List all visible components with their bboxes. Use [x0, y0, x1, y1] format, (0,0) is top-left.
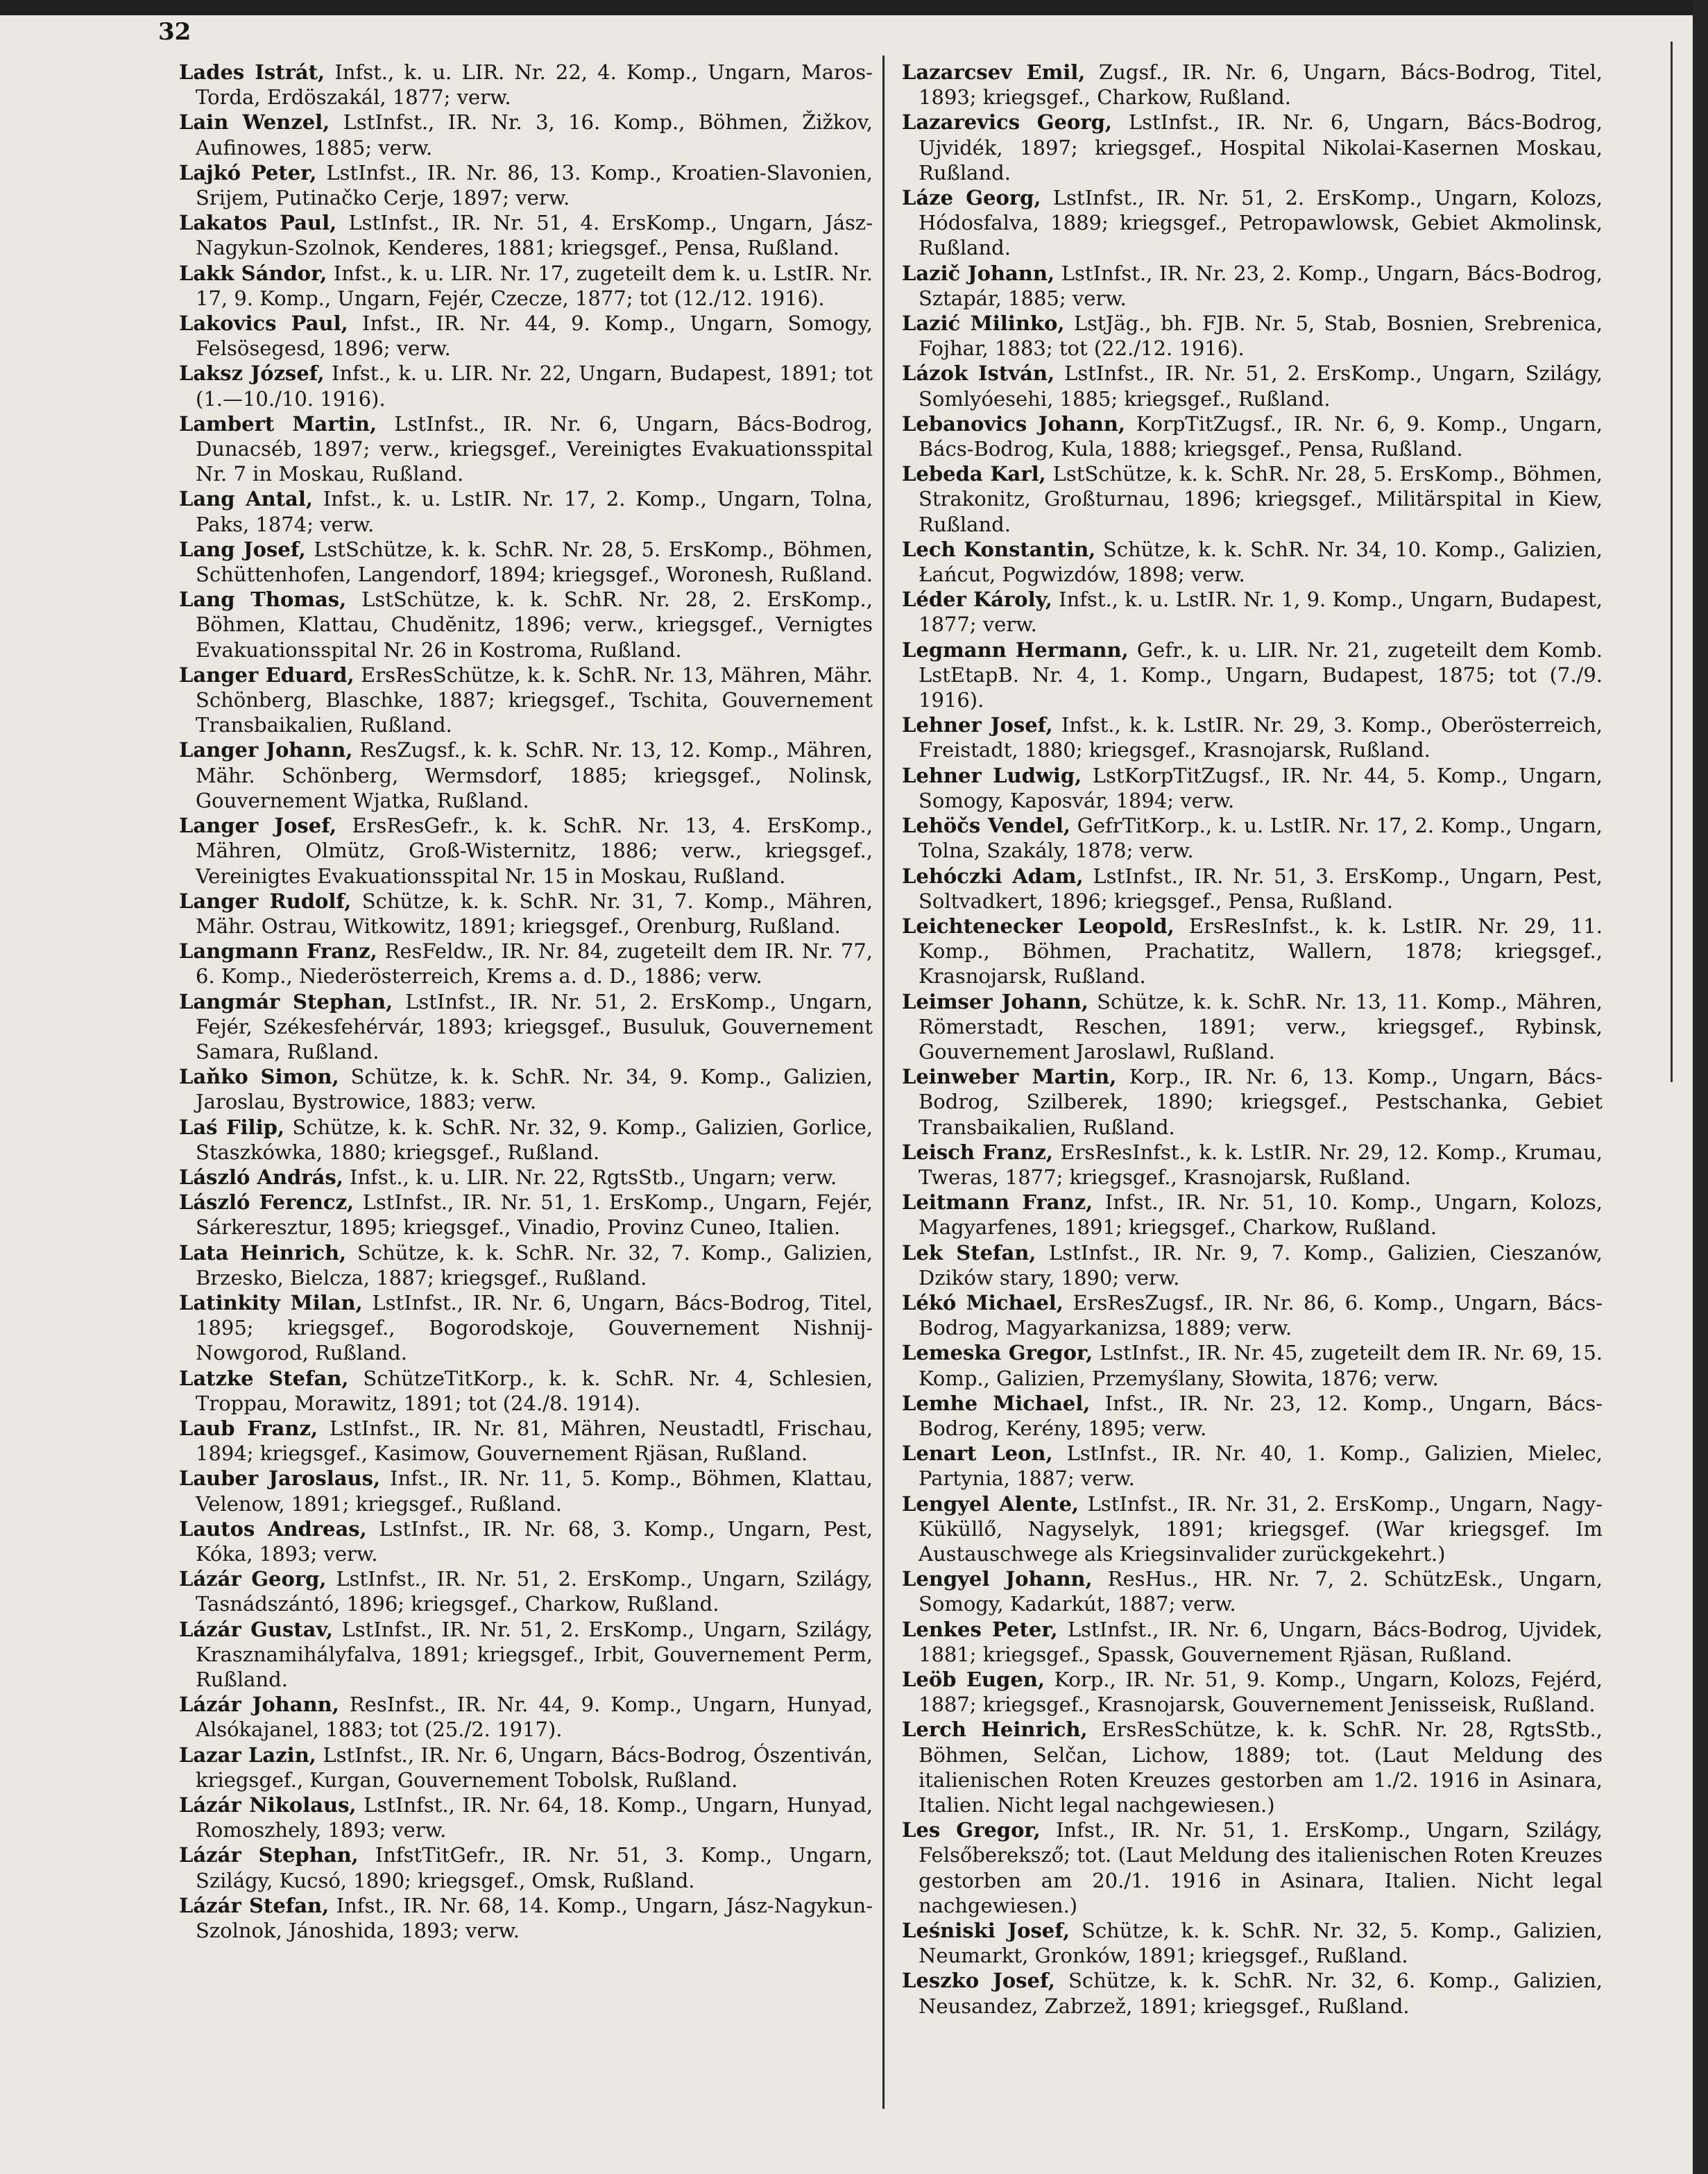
entry-name: Laňko Simon,: [179, 1065, 339, 1089]
entry-name: Lebanovics Johann,: [902, 411, 1125, 436]
entry-name: Lata Heinrich,: [179, 1240, 347, 1265]
entry-details: Korp., IR. Nr. 51, 9. Komp., Ungarn, Kolozs, Fejérd, 1887; kriegsgef., Krasnojarsk, Gouvernement Jenisseisk, Rußland.: [919, 1668, 1603, 1717]
entry-details: LstInfst., IR. Nr. 51, 2. ErsKomp., Ungarn, Kolozs, Hódosfalva, 1889; kriegsgef., Petropawlowsk, Gebiet Akmolinsk, Rußland.: [919, 186, 1603, 260]
entry-name: Laub Franz,: [179, 1416, 318, 1440]
entry-name: Léder Károly,: [902, 588, 1052, 612]
entry-name: Lemeska Gregor,: [902, 1341, 1093, 1365]
entry-details: Infst., k. u. LIR. Nr. 22, RgtsStb., Ungarn; verw.: [343, 1165, 837, 1189]
register-entry: [179, 1617, 873, 1693]
register-entry: [179, 939, 873, 988]
entry-details: LstInfst., IR. Nr. 40, 1. Komp., Galizien, Mielec, Partynia, 1887; verw.: [919, 1441, 1603, 1491]
entry-name: László Ferencz,: [179, 1190, 355, 1215]
entry-details: KorpTitZugsf., IR. Nr. 6, 9. Komp., Ungarn, Bács-Bodrog, Kula, 1888; kriegsgef., Pensa, Rußland.: [919, 411, 1603, 461]
entry-details: ResZugsf., k. k. SchR. Nr. 13, 12. Komp., Mähren, Mähr. Schönberg, Wermsdorf, 1885; kriegsgef., Nolinsk, Gouvernement Wjatka, Rußland.: [196, 738, 873, 812]
register-entry: [902, 712, 1603, 762]
entry-details: LstInfst., IR. Nr. 51, 1. ErsKomp., Ungarn, Fejér, Sárkeresztur, 1895; kriegsgef., Vinadio, Provinz Cuneo, Italien.: [196, 1190, 873, 1240]
entry-name: Lek Stefan,: [902, 1240, 1036, 1265]
entry-name: Lázár Stephan,: [179, 1843, 359, 1867]
register-entry: [902, 1391, 1603, 1441]
entry-details: LstInfst., IR. Nr. 6, Ungarn, Bács-Bodrog, Dunacséb, 1897; verw., kriegsgef., Vereinigtes Evakuationsspital Nr. 7 in Moskau, Rußland.: [196, 411, 873, 486]
entry-name: Láze Georg,: [902, 186, 1041, 210]
entry-details: LstInfst., IR. Nr. 6, Ungarn, Bács-Bodrog, Ujvidék, 1897; kriegsgef., Hospital Nikolai-Kasernen Moskau, Rußland.: [919, 110, 1603, 185]
scan-border-top: [0, 0, 1708, 15]
entry-name: Lambert Martin,: [179, 411, 377, 436]
entry-details: Infst., k. u. LIR. Nr. 17, zugeteilt dem k. u. LstIR. Nr. 17, 9. Komp., Ungarn, Fejér, Czecze, 1877; tot (12./12. 1916).: [196, 261, 873, 310]
entry-name: Lajkó Peter,: [179, 160, 317, 185]
register-entry: [902, 461, 1603, 537]
entry-name: Leöb Eugen,: [902, 1668, 1045, 1691]
register-entry: [179, 1743, 873, 1792]
entry-name: Laksz József,: [179, 361, 325, 386]
entry-name: Lázár Stefan,: [179, 1893, 330, 1917]
entry-details: InfstTitGefr., IR. Nr. 51, 3. Komp., Ungarn, Szilágy, Kucsó, 1890; kriegsgef., Omsk, Rußland.: [196, 1843, 873, 1892]
register-entry: [179, 1290, 873, 1366]
entry-name: Lázár Johann,: [179, 1693, 339, 1717]
column-divider: [882, 55, 885, 2109]
entry-details: LstSchütze, k. k. SchR. Nr. 28, 5. ErsKomp., Böhmen, Strakonitz, Großturnau, 1896; kriegsgef., Militärspital in Kiew, Rußland.: [919, 462, 1603, 536]
entry-details: LstInfst., IR. Nr. 51, 2. ErsKomp., Ungarn, Szilágy, Somlyóesehi, 1885; kriegsgef., Rußland.: [919, 361, 1603, 411]
entry-details: LstInfst., IR. Nr. 6, Ungarn, Bács-Bodrog, Ószentiván, kriegsgef., Kurgan, Gouvernement Tobolsk, Rußland.: [196, 1743, 873, 1792]
entry-details: Schütze, k. k. SchR. Nr. 32, 9. Komp., Galizien, Gorlice, Staszkówka, 1880; kriegsgef., Rußland.: [196, 1115, 873, 1164]
entry-name: Leśniski Josef,: [902, 1919, 1070, 1943]
entry-details: LstInfst., IR. Nr. 81, Mähren, Neustadtl, Frischau, 1894; kriegsgef., Kasimow, Gouvernement Rjäsan, Rußland.: [196, 1416, 873, 1466]
register-entry: [902, 763, 1603, 813]
entry-details: LstSchütze, k. k. SchR. Nr. 28, 2. ErsKomp., Böhmen, Klattau, Chudĕnitz, 1896; verw., kriegsgef., Vernigtes Evakuationsspital Nr. 26 in Kostroma, Rußland.: [196, 588, 873, 662]
entry-name: Lehner Josef,: [902, 713, 1053, 737]
entry-name: Latinkity Milan,: [179, 1290, 363, 1315]
entry-details: Infst., k. u. LIR. Nr. 22, 4. Komp., Ungarn, Maros-Torda, Erdöszakál, 1877; verw.: [196, 60, 873, 110]
entry-details: LstInfst., IR. Nr. 23, 2. Komp., Ungarn, Bács-Bodrog, Sztapár, 1885; verw.: [919, 261, 1603, 310]
entry-name: Lazić Milinko,: [902, 311, 1065, 336]
entry-details: LstInfst., IR. Nr. 68, 3. Komp., Ungarn, Pest, Kóka, 1893; verw.: [196, 1516, 873, 1566]
register-entry: [902, 110, 1603, 185]
register-entry: [179, 110, 873, 160]
entry-name: Lakovics Paul,: [179, 311, 348, 336]
entry-details: LstJäg., bh. FJB. Nr. 5, Stab, Bosnien, Srebrenica, Fojhar, 1883; tot (22./12. 1916).: [919, 311, 1603, 361]
register-entry: [902, 311, 1603, 361]
register-entry: [902, 914, 1603, 989]
register-entry: [179, 160, 873, 210]
register-entry: [179, 411, 873, 487]
register-entry: [179, 1064, 873, 1114]
margin-line: [1671, 42, 1673, 1082]
register-entry: [179, 1893, 873, 1943]
entry-details: Schütze, k. k. SchR. Nr. 32, 5. Komp., Galizien, Neumarkt, Gronków, 1891; kriegsgef., Rußland.: [919, 1919, 1603, 1968]
entry-name: Leichtenecker Leopold,: [902, 914, 1175, 938]
entry-name: Les Gregor,: [902, 1818, 1041, 1842]
entry-details: Infst., k. u. LIR. Nr. 22, Ungarn, Budapest, 1891; tot (1.—10./10. 1916).: [196, 361, 873, 411]
entry-name: Langer Josef,: [179, 814, 337, 838]
entry-name: László András,: [179, 1165, 343, 1189]
entry-name: Lehner Ludwig,: [902, 763, 1082, 787]
entry-details: Infst., IR. Nr. 44, 9. Komp., Ungarn, Somogy, Felsösegesd, 1896; verw.: [196, 311, 873, 361]
entry-name: Lázok István,: [902, 361, 1055, 386]
entry-name: Lech Konstantin,: [902, 537, 1096, 561]
register-entry: [902, 1667, 1603, 1717]
register-entry: [179, 587, 873, 662]
register-entry: [902, 261, 1603, 311]
entry-name: Leimser Johann,: [902, 989, 1088, 1013]
register-entry: [179, 537, 873, 587]
entry-details: ErsResInfst., k. k. LstIR. Nr. 29, 12. Komp., Krumau, Tweras, 1877; kriegsgef., Krasnojarsk, Rußland.: [919, 1140, 1603, 1189]
entry-details: Infst., IR. Nr. 51, 1. ErsKomp., Ungarn, Szilágy, Felsőbereksző; tot. (Laut Meldung des italienischen Roten Kreuzes gestorben am 20./1. 1916 in Asinara, Italien. Nicht legal nachgewiesen.): [919, 1818, 1603, 1917]
entry-details: LstInfst., IR. Nr. 6, Ungarn, Bács-Bodrog, Titel, 1895; kriegsgef., Bogorodskoje, Gouvernement Nishnij-Nowgorod, Rußland.: [196, 1290, 873, 1365]
register-entry: [179, 361, 873, 411]
entry-name: Lerch Heinrich,: [902, 1718, 1088, 1742]
entry-details: Gefr., k. u. LIR. Nr. 21, zugeteilt dem Komb. LstEtapB. Nr. 4, 1. Komp., Ungarn, Budapest, 1875; tot (7./9. 1916).: [919, 637, 1603, 712]
entry-details: Schütze, k. k. SchR. Nr. 13, 11. Komp., Mähren, Römerstadt, Reschen, 1891; verw., kriegsgef., Rybinsk, Gouvernement Jaroslawl, Rußland.: [919, 989, 1603, 1063]
register-entry: [179, 261, 873, 311]
entry-name: Lazar Lazin,: [179, 1743, 316, 1767]
register-entry: [902, 1064, 1603, 1140]
register-entry: [179, 210, 873, 260]
entry-details: Schütze, k. k. SchR. Nr. 31, 7. Komp., Mähren, Mähr. Ostrau, Witkowitz, 1891; kriegsgef., Orenburg, Rußland.: [196, 889, 873, 938]
register-entry: [179, 1466, 873, 1516]
register-entry: [179, 486, 873, 536]
entry-name: Langer Eduard,: [179, 662, 355, 687]
entry-name: Lázár Nikolaus,: [179, 1793, 357, 1817]
register-entry: [179, 989, 873, 1065]
register-entry: [179, 662, 873, 738]
entry-details: LstInfst., IR. Nr. 51, 4. ErsKomp., Ungarn, Jász-Nagykun-Szolnok, Kenderes, 1881; kriegsgef., Pensa, Rußland.: [196, 211, 873, 260]
register-entry: [179, 311, 873, 361]
entry-name: Laś Filip,: [179, 1115, 284, 1139]
register-entry: [902, 813, 1603, 863]
register-entry: [179, 1516, 873, 1566]
entry-name: Lain Wenzel,: [179, 110, 330, 135]
entry-name: Leinweber Martin,: [902, 1065, 1117, 1089]
register-entry: [902, 1918, 1603, 1968]
entry-name: Lenart Leon,: [902, 1441, 1053, 1466]
register-entry: [179, 813, 873, 889]
register-entry: [902, 864, 1603, 914]
entry-details: LstInfst., IR. Nr. 9, 7. Komp., Galizien, Cieszanów, Dzików stary, 1890; verw.: [919, 1240, 1603, 1290]
entry-details: LstInfst., IR. Nr. 64, 18. Komp., Ungarn, Hunyad, Romoszhely, 1893; verw.: [196, 1793, 873, 1842]
entry-details: LstInfst., IR. Nr. 31, 2. ErsKomp., Ungarn, Nagy-Küküllő, Nagyselyk, 1891; kriegsgef. (War kriegsgef. Im Austauschwege als Kriegsinvalider zurückgekehrt.): [919, 1491, 1603, 1566]
entry-name: Lazarevics Georg,: [902, 110, 1112, 135]
register-entry: [902, 1340, 1603, 1390]
entry-details: Infst., k. u. LstIR. Nr. 1, 9. Komp., Ungarn, Budapest, 1877; verw.: [919, 588, 1603, 637]
entry-details: ResInfst., IR. Nr. 44, 9. Komp., Ungarn, Hunyad, Alsókajanel, 1883; tot (25./2. 1917).: [196, 1693, 873, 1742]
register-entry: [902, 1140, 1603, 1190]
entry-name: Leisch Franz,: [902, 1140, 1053, 1164]
page-number: 32: [158, 18, 191, 46]
entry-name: Langer Rudolf,: [179, 889, 352, 913]
entry-details: LstInfst., IR. Nr. 51, 3. ErsKomp., Ungarn, Pest, Soltvadkert, 1896; kriegsgef., Pensa, Rußland.: [919, 864, 1603, 913]
register-entry: [179, 1240, 873, 1290]
entry-name: Lang Antal,: [179, 487, 313, 511]
entry-name: Lazarcsev Emil,: [902, 60, 1086, 84]
left-column: [179, 60, 873, 1943]
entry-details: Infst., IR. Nr. 23, 12. Komp., Ungarn, Bács-Bodrog, Kerény, 1895; verw.: [919, 1391, 1603, 1440]
right-column: [902, 60, 1603, 2019]
entry-details: Korp., IR. Nr. 6, 13. Komp., Ungarn, Bács-Bodrog, Szilberek, 1890; kriegsgef., Pestschanka, Gebiet Transbaikalien, Rußland.: [919, 1065, 1603, 1139]
entry-name: Latzke Stefan,: [179, 1366, 349, 1390]
register-entry: [179, 1366, 873, 1416]
entry-details: Zugsf., IR. Nr. 6, Ungarn, Bács-Bodrog, Titel, 1893; kriegsgef., Charkow, Rußland.: [919, 60, 1603, 110]
entry-name: Lázár Georg,: [179, 1567, 327, 1591]
register-entry: [179, 889, 873, 939]
entry-details: Infst., k. u. LstIR. Nr. 17, 2. Komp., Ungarn, Tolna, Paks, 1874; verw.: [196, 487, 873, 536]
entry-name: Langmann Franz,: [179, 939, 377, 964]
entry-details: SchützeTitKorp., k. k. SchR. Nr. 4, Schlesien, Troppau, Morawitz, 1891; tot (24./8. 1914).: [196, 1366, 873, 1415]
entry-details: LstInfst., IR. Nr. 45, zugeteilt dem IR. Nr. 69, 15. Komp., Galizien, Przemyślany, Słowita, 1876; verw.: [919, 1341, 1603, 1390]
entry-details: Infst., IR. Nr. 68, 14. Komp., Ungarn, Jász-Nagykun-Szolnok, Jánoshida, 1893; verw.: [196, 1893, 873, 1943]
entry-name: Lades Istrát,: [179, 60, 325, 84]
entry-details: ErsResGefr., k. k. SchR. Nr. 13, 4. ErsKomp., Mähren, Olmütz, Groß-Wisternitz, 1886; verw., kriegsgef., Vereinigtes Evakuationsspital Nr. 15 in Moskau, Rußland.: [196, 814, 873, 888]
register-entry: [902, 637, 1603, 713]
register-entry: [902, 1566, 1603, 1616]
entry-name: Lakatos Paul,: [179, 211, 337, 235]
register-entry: [179, 1165, 873, 1190]
entry-name: Lazič Johann,: [902, 261, 1055, 285]
entry-details: Schütze, k. k. SchR. Nr. 32, 7. Komp., Galizien, Brzesko, Bielcza, 1887; kriegsgef., Rußland.: [196, 1240, 873, 1290]
entry-details: LstInfst., IR. Nr. 51, 2. ErsKomp., Ungarn, Szilágy, Krasznamihályfalva, 1891; kriegsgef., Irbit, Gouvernement Perm, Rußland.: [196, 1617, 873, 1691]
entry-name: Lautos Andreas,: [179, 1516, 367, 1541]
entry-details: ErsResSchütze, k. k. SchR. Nr. 28, RgtsStb., Böhmen, Selčan, Lichow, 1889; tot. (Laut Meldung des italienischen Roten Kreuzes gestorben am 1./2. 1916 in Asinara, Italien. Nicht legal nachgewiesen.): [919, 1718, 1603, 1817]
register-entry: [902, 1240, 1603, 1290]
entry-details: Infst., k. k. LstIR. Nr. 29, 3. Komp., Oberösterreich, Freistadt, 1880; kriegsgef., Krasnojarsk, Rußland.: [919, 713, 1603, 762]
entry-name: Legmann Hermann,: [902, 637, 1129, 662]
register-entry: [902, 1717, 1603, 1817]
entry-details: LstInfst., IR. Nr. 51, 2. ErsKomp., Ungarn, Fejér, Székesfehérvár, 1893; kriegsgef., Busuluk, Gouvernement Samara, Rußland.: [196, 989, 873, 1063]
entry-details: LstKorpTitZugsf., IR. Nr. 44, 5. Komp., Ungarn, Somogy, Kaposvár, 1894; verw.: [919, 763, 1603, 812]
register-entry: [902, 989, 1603, 1065]
register-entry: [179, 1416, 873, 1466]
register-entry: [902, 185, 1603, 261]
register-entry: [902, 587, 1603, 637]
entry-details: Schütze, k. k. SchR. Nr. 34, 9. Komp., Galizien, Jaroslau, Bystrowice, 1883; verw.: [196, 1065, 873, 1114]
register-entry: [902, 1617, 1603, 1667]
entry-name: Lauber Jaroslaus,: [179, 1466, 381, 1491]
scan-border-right: [1693, 0, 1708, 2174]
register-entry: [902, 1290, 1603, 1340]
entry-name: Lékó Michael,: [902, 1290, 1064, 1315]
register-entry: [902, 537, 1603, 587]
register-entry: [902, 1817, 1603, 1918]
entry-name: Lang Thomas,: [179, 588, 347, 612]
entry-name: Lázár Gustav,: [179, 1617, 334, 1641]
entry-details: Infst., IR. Nr. 11, 5. Komp., Böhmen, Klattau, Velenow, 1891; kriegsgef., Rußland.: [196, 1466, 873, 1516]
register-entry: [902, 1968, 1603, 2018]
entry-name: Lengyel Alente,: [902, 1491, 1079, 1516]
register-entry: [179, 737, 873, 813]
entry-name: Langer Johann,: [179, 738, 353, 762]
entry-details: LstInfst., IR. Nr. 86, 13. Komp., Kroatien-Slavonien, Srijem, Putinačko Cerje, 1897; verw.: [196, 160, 873, 210]
register-entry: [179, 60, 873, 110]
entry-details: ErsResSchütze, k. k. SchR. Nr. 13, Mähren, Mähr. Schönberg, Blaschke, 1887; kriegsgef., Tschita, Gouvernement Transbaikalien, Rußland.: [196, 662, 873, 737]
entry-name: Lenkes Peter,: [902, 1617, 1058, 1641]
entry-name: Lengyel Johann,: [902, 1567, 1093, 1591]
register-entry: [902, 1491, 1603, 1567]
entry-details: ResFeldw., IR. Nr. 84, zugeteilt dem IR. Nr. 77, 6. Komp., Niederösterreich, Krems a. d. D., 1886; verw.: [196, 939, 873, 988]
entry-name: Leszko Josef,: [902, 1969, 1055, 1993]
entry-details: Schütze, k. k. SchR. Nr. 34, 10. Komp., Galizien, Łańcut, Pogwizdów, 1898; verw.: [919, 537, 1603, 587]
register-entry: [179, 1792, 873, 1842]
entry-name: Lehóczki Adam,: [902, 864, 1084, 888]
register-entry: [179, 1842, 873, 1892]
register-entry: [902, 361, 1603, 411]
entry-details: LstInfst., IR. Nr. 6, Ungarn, Bács-Bodrog, Ujvidek, 1881; kriegsgef., Spassk, Gouvernement Rjäsan, Rußland.: [919, 1617, 1603, 1666]
register-entry: [179, 1692, 873, 1742]
register-entry: [179, 1190, 873, 1240]
register-entry: [902, 411, 1603, 461]
entry-name: Lemhe Michael,: [902, 1391, 1091, 1415]
register-entry: [179, 1566, 873, 1616]
entry-details: LstSchütze, k. k. SchR. Nr. 28, 5. ErsKomp., Böhmen, Schüttenhofen, Langendorf, 1894; kriegsgef., Woronesh, Rußland.: [196, 537, 873, 587]
register-entry: [902, 1190, 1603, 1240]
entry-details: LstInfst., IR. Nr. 51, 2. ErsKomp., Ungarn, Szilágy, Tasnádszántó, 1896; kriegsgef., Charkow, Rußland.: [196, 1567, 873, 1616]
entry-name: Lang Josef,: [179, 537, 306, 561]
entry-name: Lehöčs Vendel,: [902, 814, 1071, 838]
entry-details: Schütze, k. k. SchR. Nr. 32, 6. Komp., Galizien, Neusandez, Zabrzež, 1891; kriegsgef., Rußland.: [919, 1969, 1603, 2018]
entry-details: LstInfst., IR. Nr. 3, 16. Komp., Böhmen, Žižkov, Aufinowes, 1885; verw.: [196, 110, 873, 160]
register-entry: [902, 60, 1603, 110]
entry-name: Lakk Sándor,: [179, 261, 327, 285]
entry-details: ResHus., HR. Nr. 7, 2. SchützEsk., Ungarn, Somogy, Kadarkút, 1887; verw.: [919, 1567, 1603, 1616]
entry-details: Infst., IR. Nr. 51, 10. Komp., Ungarn, Kolozs, Magyarfenes, 1891; kriegsgef., Charkow, Rußland.: [919, 1190, 1603, 1240]
entry-name: Leitmann Franz,: [902, 1190, 1093, 1215]
register-entry: [179, 1115, 873, 1165]
entry-details: ErsResInfst., k. k. LstIR. Nr. 29, 11. Komp., Böhmen, Prachatitz, Wallern, 1878; kriegsgef., Krasnojarsk, Rußland.: [919, 914, 1603, 988]
entry-details: GefrTitKorp., k. u. LstIR. Nr. 17, 2. Komp., Ungarn, Tolna, Szakály, 1878; verw.: [919, 814, 1603, 863]
entry-name: Lebeda Karl,: [902, 462, 1046, 486]
register-entry: [902, 1441, 1603, 1491]
entry-details: ErsResZugsf., IR. Nr. 86, 6. Komp., Ungarn, Bács-Bodrog, Magyarkanizsa, 1889; verw.: [919, 1290, 1603, 1340]
entry-name: Langmár Stephan,: [179, 989, 393, 1013]
